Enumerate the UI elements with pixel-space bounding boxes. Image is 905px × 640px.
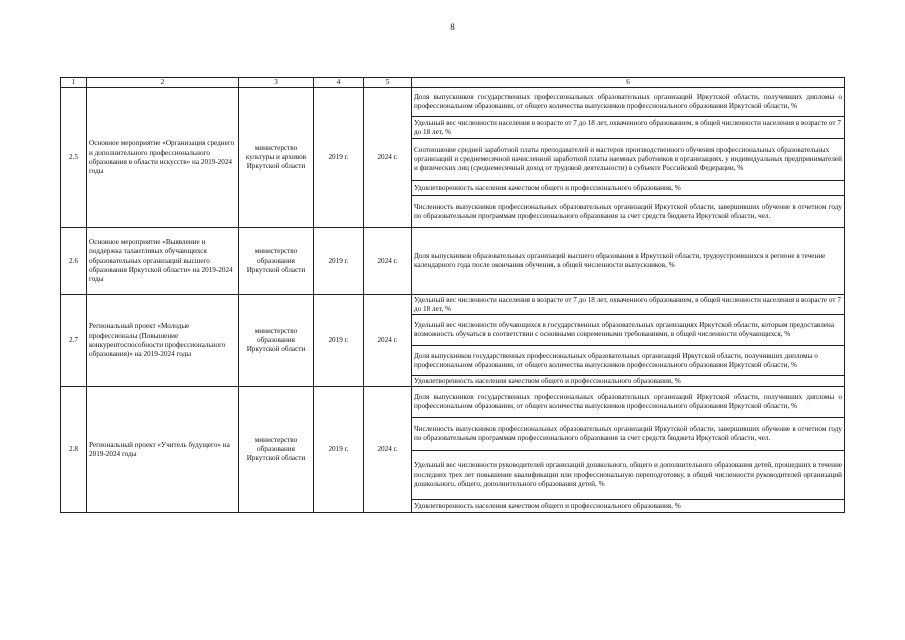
- row-number: 2.8: [61, 387, 87, 513]
- indicator: Численность выпускников профессиональных образовательных организаций Иркутской области, завершивших обучение в отчетном году по образовательным программам профессионального образования за счет средств бюджета Иркутской области, чел.: [412, 418, 845, 451]
- row-number: 2.7: [61, 295, 87, 387]
- table-row: [61, 295, 845, 315]
- measure-name: Региональный проект «Учитель будущего» на 2019-2024 годы: [87, 387, 239, 513]
- header-cell-3: 3: [239, 78, 314, 88]
- indicator: Доля выпускников государственных профессиональных образовательных организаций Иркутской области, получивших дипломы о профессиональном образовании, от общего количества выпускников профессионального образования Иркутской области, %: [412, 346, 845, 376]
- header-cell-1: 1: [61, 78, 87, 88]
- end-year: 2024 г.: [364, 387, 412, 513]
- start-year: 2019 г.: [314, 387, 364, 513]
- indicator: Удельный вес численности населения в возрасте от 7 до 18 лет, охваченного образованием, в общей численности населения в возрасте от 7 до 18 лет, %: [412, 295, 845, 315]
- indicator: Удовлетворенность населения качеством общего и профессионального образования, %: [412, 181, 845, 196]
- end-year: 2024 г.: [364, 88, 412, 228]
- executor: министерство образования Иркутской области: [239, 228, 314, 295]
- indicator: Доля выпускников государственных профессиональных образовательных организаций Иркутской области, получивших дипломы о профессиональном образовании, от общего количества выпускников профессионального образования Иркутской области, %: [412, 88, 845, 117]
- header-cell-4: 4: [314, 78, 364, 88]
- indicator: Удельный вес численности населения в возрасте от 7 до 18 лет, охваченного образованием, в общей численности населения в возрасте от 7 до 18 лет, %: [412, 117, 845, 139]
- header-cell-6: 6: [412, 78, 845, 88]
- start-year: 2019 г.: [314, 228, 364, 295]
- header-cell-2: 2: [87, 78, 239, 88]
- header-row: [61, 78, 845, 88]
- start-year: 2019 г.: [314, 88, 364, 228]
- start-year: 2019 г.: [314, 295, 364, 387]
- measure-name: Основное мероприятие «Выявление и поддержка талантливых обучающихся образовательных организаций высшего образования Иркутской области» на 2019-2024 годы: [87, 228, 239, 295]
- table-row: [61, 88, 845, 117]
- row-number: 2.6: [61, 228, 87, 295]
- executor: министерство культуры и архивов Иркутской области: [239, 88, 314, 228]
- indicator: Численность выпускников профессиональных образовательных организаций Иркутской области, завершивших обучение в отчетном году по образовательным программам профессионального образования за счет средств бюджета Иркутской области, чел.: [412, 196, 845, 228]
- table-row: [61, 228, 845, 295]
- row-number: 2.5: [61, 88, 87, 228]
- measure-name: Региональный проект «Молодые профессионалы (Повышение конкурентоспособности профессионального образования)» на 2019-2024 годы: [87, 295, 239, 387]
- indicator: Удельный вес численности руководителей организаций дошкольного, общего и дополнительного образования детей, прошедших в течение последних трех лет повышение квалификации или профессиональную переподготовку, в общей численности руководителей организаций дошкольного, общего, дополнительного образования детей, %: [412, 451, 845, 500]
- end-year: 2024 г.: [364, 228, 412, 295]
- indicator: Соотношение средней заработной платы преподавателей и мастеров производственного обучения профессиональных образовательных организаций и среднемесячной начисленной заработной платы наемных работников в организациях, у индивидуальных предпринимателей и физических лиц (среднемесячный доход от трудовой деятельности) в субъекте Российской Федерации, %: [412, 139, 845, 181]
- executor: министерство образования Иркутской области: [239, 295, 314, 387]
- indicator: Доля выпускников образовательных организаций высшего образования в Иркутской области, трудоустроившихся в регионе в течение календарного года после окончания обучения, в общей численности выпускников, %: [412, 228, 845, 295]
- header-cell-5: 5: [364, 78, 412, 88]
- measures-table: [60, 77, 845, 513]
- indicator: Удовлетворенность населения качеством общего и профессионального образования, %: [412, 500, 845, 513]
- table-row: [61, 387, 845, 418]
- page-number: 8: [450, 22, 455, 32]
- indicator: Удельный вес численности обучающихся в государственных образовательных организациях Иркутской области, которым предоставлена возможность обучаться в соответствии с основными современными требованиями, в общей численности обучающихся, %: [412, 315, 845, 346]
- indicator: Удовлетворенность населения качеством общего и профессионального образования, %: [412, 376, 845, 387]
- end-year: 2024 г.: [364, 295, 412, 387]
- measure-name: Основное мероприятие «Организация среднего и дополнительного профессионального образования в области искусств» на 2019-2024 годы: [87, 88, 239, 228]
- executor: министерство образования Иркутской области: [239, 387, 314, 513]
- indicator: Доля выпускников государственных профессиональных образовательных организаций Иркутской области, получивших дипломы о профессиональном образовании, от общего количества выпускников профессионального образования Иркутской области, %: [412, 387, 845, 418]
